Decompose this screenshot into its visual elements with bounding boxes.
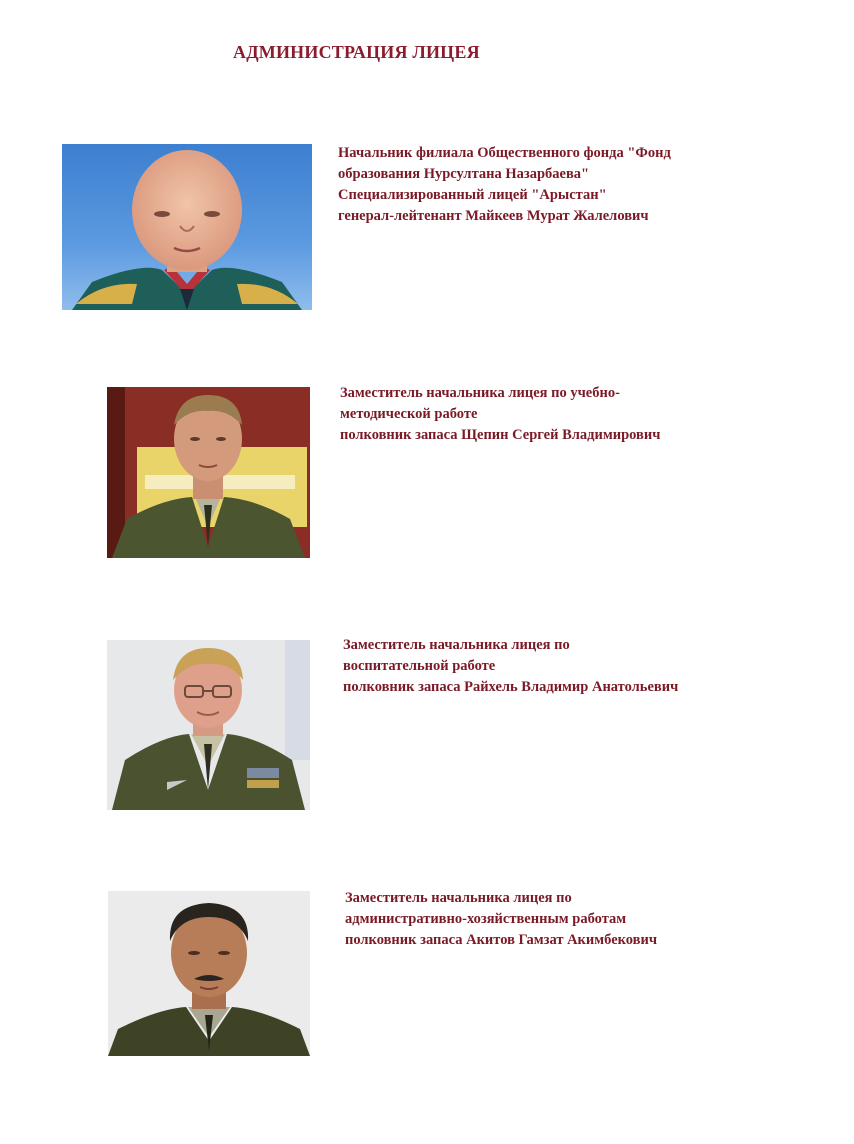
staff-line: полковник запаса Щепин Сергей Владимирович xyxy=(340,427,661,443)
staff-entry-deputy-academic xyxy=(340,383,660,446)
staff-line: генерал-лейтенант Майкеев Мурат Жалелович xyxy=(338,208,649,224)
portrait-photo-deputy-administrative xyxy=(108,891,310,1056)
staff-entry-director xyxy=(338,143,671,227)
staff-line: Заместитель начальника лицея по учебно- xyxy=(340,385,620,401)
staff-line: Специализированный лицей "Арыстан" xyxy=(338,187,607,203)
staff-line: Заместитель начальника лицея по xyxy=(345,890,572,906)
staff-line: Начальник филиала Общественного фонда "Фонд xyxy=(338,145,671,161)
portrait-photo-deputy-academic xyxy=(107,387,310,558)
staff-line: Заместитель начальника лицея по xyxy=(343,637,570,653)
staff-entry-deputy-education xyxy=(343,635,678,698)
staff-line: административно-хозяйственным работам xyxy=(345,911,627,927)
staff-line: образования Нурсултана Назарбаева" xyxy=(338,166,590,182)
staff-line: полковник запаса Акитов Гамзат Акимбекович xyxy=(345,932,658,948)
portrait-photo-director xyxy=(62,144,312,310)
staff-line: полковник запаса Райхель Владимир Анатольевич xyxy=(343,679,679,695)
staff-entry-deputy-administrative xyxy=(345,888,657,951)
staff-line: методической работе xyxy=(340,406,478,422)
staff-line: воспитательной работе xyxy=(343,658,496,674)
portrait-photo-deputy-education xyxy=(107,640,310,810)
page-title: АДМИНИСТРАЦИЯ ЛИЦЕЯ xyxy=(233,42,480,62)
